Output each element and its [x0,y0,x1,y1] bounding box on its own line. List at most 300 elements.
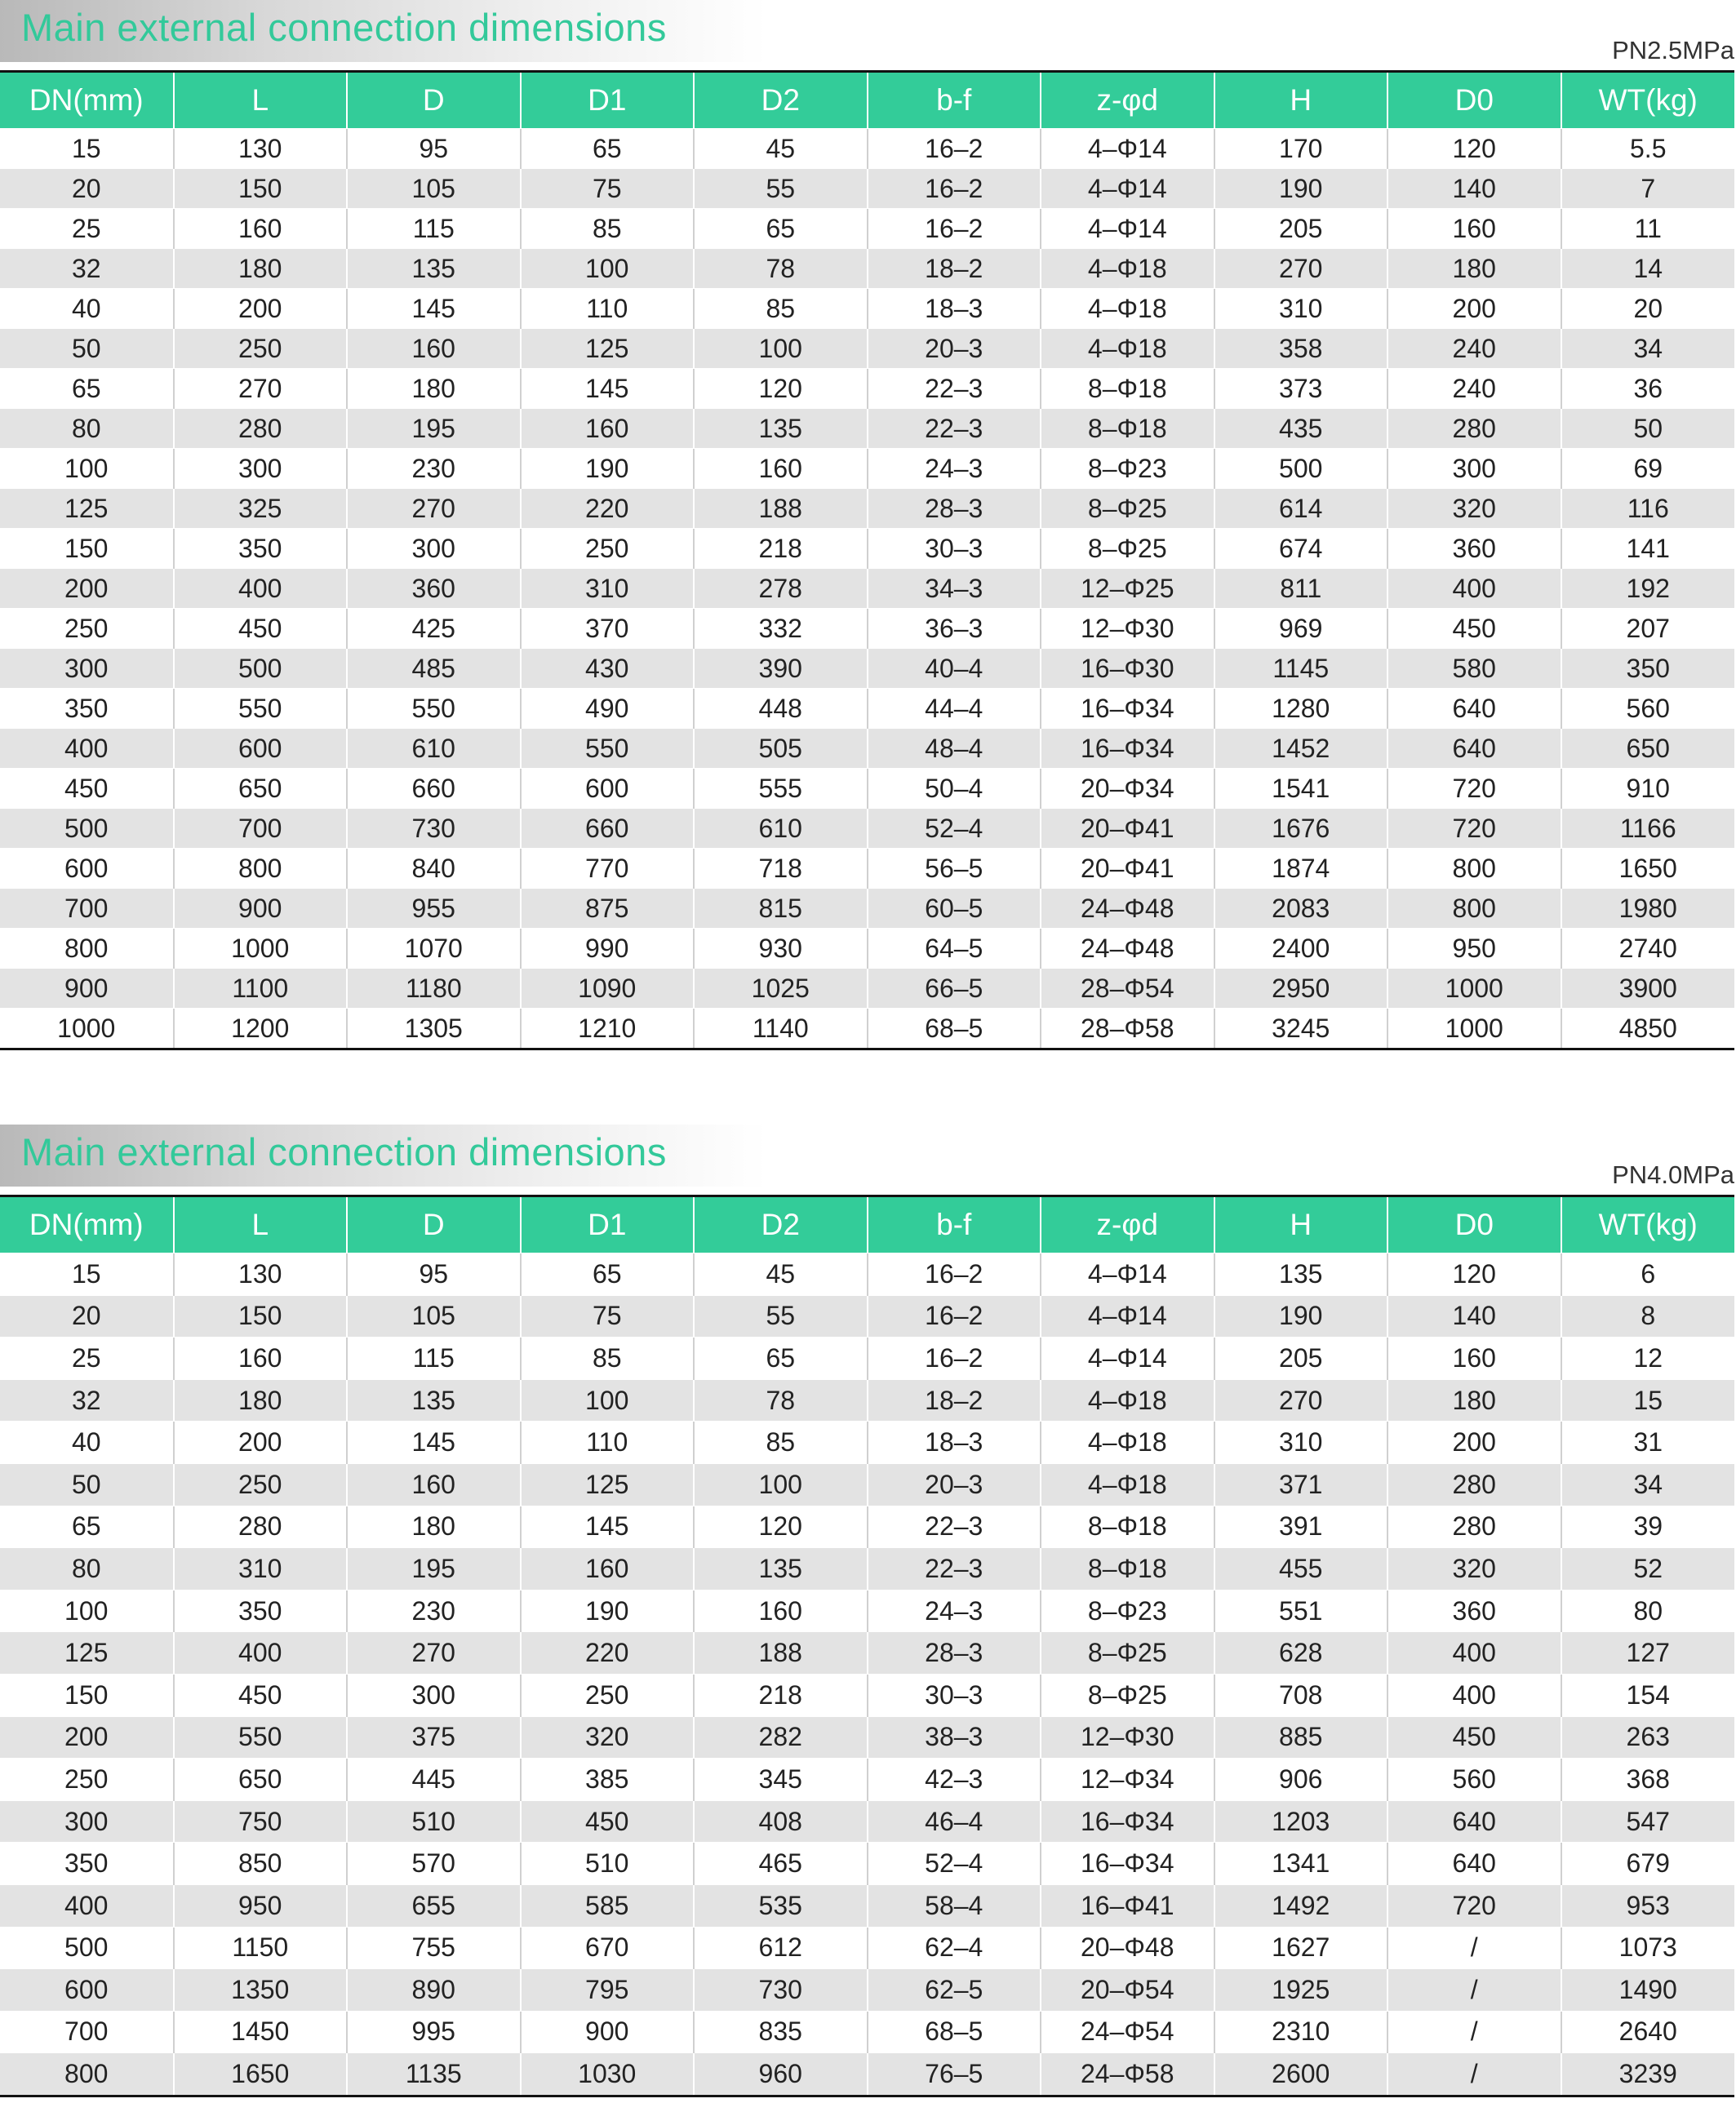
table-cell: 280 [1387,409,1561,449]
table-row [0,929,1734,969]
table-cell: 1280 [1214,689,1388,729]
table-cell: 52 [1561,1548,1735,1591]
table-cell: 78 [694,249,868,289]
table-cell: 140 [1387,169,1561,209]
table-cell: 370 [521,609,695,649]
table-cell: 240 [1387,369,1561,409]
table-cell: 160 [1387,209,1561,249]
table-cell: 448 [694,689,868,729]
table-cell: 815 [694,889,868,929]
table-row [0,1379,1734,1422]
table-cell: 450 [1387,1716,1561,1759]
table-cell: 32 [0,249,174,289]
column-header: D0 [1387,72,1561,129]
table-cell: 535 [694,1884,868,1927]
table-cell: 200 [1387,289,1561,329]
table-cell: 36–3 [868,609,1041,649]
header-row [0,72,1734,129]
table-cell: 160 [1387,1338,1561,1380]
table-cell: 39 [1561,1506,1735,1548]
table-cell: 42–3 [868,1759,1041,1801]
table-row [0,369,1734,409]
table-cell: 24–Φ58 [1041,2053,1214,2096]
table-cell: 910 [1561,769,1735,809]
table-cell: 640 [1387,1800,1561,1843]
table-cell: 770 [521,849,695,889]
table-cell: 640 [1387,1843,1561,1885]
table-cell: 358 [1214,329,1388,369]
table-cell: 4–Φ14 [1041,1295,1214,1338]
table-cell: 205 [1214,1338,1388,1380]
table-cell: 811 [1214,569,1388,609]
column-header: D0 [1387,1196,1561,1253]
table-cell: 8–Φ25 [1041,1674,1214,1716]
table-cell: 4–Φ14 [1041,129,1214,169]
table-cell: 400 [174,1632,348,1675]
table-cell: 385 [521,1759,695,1801]
table-cell: 16–Φ34 [1041,729,1214,769]
table-cell: 350 [1561,649,1735,689]
table-cell: 4–Φ14 [1041,169,1214,209]
table-cell: 218 [694,1674,868,1716]
table-cell: 400 [0,1884,174,1927]
table-cell: 127 [1561,1632,1735,1675]
table-cell: 450 [521,1800,695,1843]
table-cell: 400 [1387,1674,1561,1716]
table-cell: 160 [347,329,521,369]
table-cell: 154 [1561,1674,1735,1716]
column-header: L [174,1196,348,1253]
table-cell: 835 [694,2011,868,2053]
table-cell: 100 [521,1379,695,1422]
table-cell: 16–2 [868,169,1041,209]
table-cell: 12–Φ34 [1041,1759,1214,1801]
table-cell: 600 [0,1969,174,2012]
table-cell: 120 [1387,129,1561,169]
table-cell: 560 [1561,689,1735,729]
table-cell: 18–2 [868,249,1041,289]
table-cell: 8–Φ18 [1041,369,1214,409]
table-cell: 1140 [694,1009,868,1049]
table-cell: 20–Φ48 [1041,1927,1214,1969]
table-row [0,1759,1734,1801]
table-cell: 20 [1561,289,1735,329]
table-cell: 150 [0,1674,174,1716]
table-cell: 3239 [1561,2053,1735,2096]
table-cell: 180 [347,1506,521,1548]
table-cell: 400 [1387,569,1561,609]
table-cell: 52–4 [868,1843,1041,1885]
table-cell: 906 [1214,1759,1388,1801]
table-cell: 800 [0,2053,174,2096]
table-row [0,449,1734,489]
table-cell: 1000 [0,1009,174,1049]
table-cell: 300 [0,1800,174,1843]
section-title: Main external connection dimensions [21,1130,667,1174]
column-header: D2 [694,1196,868,1253]
table-cell: 465 [694,1843,868,1885]
table-cell: 78 [694,1379,868,1422]
table-cell: 551 [1214,1590,1388,1632]
table-cell: 550 [174,1716,348,1759]
table-row [0,809,1734,849]
table-cell: 1627 [1214,1927,1388,1969]
table-cell: 1030 [521,2053,695,2096]
column-header: D [347,1196,521,1253]
table-row [0,209,1734,249]
table-cell: 180 [1387,249,1561,289]
table-cell: 65 [694,209,868,249]
table-cell: 80 [0,409,174,449]
table-row [0,769,1734,809]
table-cell: 280 [1387,1463,1561,1506]
table-cell: 1925 [1214,1969,1388,2012]
table-cell: 960 [694,2053,868,2096]
table-cell: 20–Φ41 [1041,849,1214,889]
table-cell: 560 [1387,1759,1561,1801]
table-cell: 20–3 [868,329,1041,369]
table-cell: 4–Φ18 [1041,1379,1214,1422]
table-row [0,1590,1734,1632]
table-cell: 2083 [1214,889,1388,929]
column-header: D1 [521,72,695,129]
table-cell: 1452 [1214,729,1388,769]
table-cell: 145 [521,369,695,409]
table-row [0,1716,1734,1759]
table-cell: 12 [1561,1338,1735,1380]
table-cell: 20–Φ54 [1041,1969,1214,2012]
table-cell: 18–3 [868,1422,1041,1464]
table-cell: 1135 [347,2053,521,2096]
table-cell: 969 [1214,609,1388,649]
table-cell: 4–Φ18 [1041,289,1214,329]
table-cell: 4–Φ18 [1041,329,1214,369]
table-cell: 270 [347,1632,521,1675]
table-row [0,1295,1734,1338]
table-cell: 220 [521,1632,695,1675]
table-row [0,1253,1734,1296]
table-cell: 12–Φ30 [1041,609,1214,649]
table-cell: 610 [347,729,521,769]
table-cell: 955 [347,889,521,929]
table-cell: 555 [694,769,868,809]
table-cell: 125 [521,1463,695,1506]
table-cell: 708 [1214,1674,1388,1716]
table-cell: 1100 [174,969,348,1009]
table-cell: 310 [1214,289,1388,329]
table-cell: 1166 [1561,809,1735,849]
table-cell: 52–4 [868,809,1041,849]
table-cell: 24–3 [868,449,1041,489]
table-cell: 48–4 [868,729,1041,769]
table-row [0,1506,1734,1548]
table-row [0,609,1734,649]
table-cell: 28–3 [868,1632,1041,1675]
table-cell: 85 [521,1338,695,1380]
table-cell: 1450 [174,2011,348,2053]
table-cell: 20–Φ41 [1041,809,1214,849]
table-cell: 85 [694,289,868,329]
table-cell: 360 [1387,529,1561,569]
table-cell: 30–3 [868,529,1041,569]
table-cell: 65 [521,1253,695,1296]
table-cell: 4850 [1561,1009,1735,1049]
table-cell: 600 [174,729,348,769]
table-cell: 16–2 [868,129,1041,169]
table-cell: 30–3 [868,1674,1041,1716]
table-cell: 135 [694,1548,868,1591]
table-cell: 85 [521,209,695,249]
table-cell: 62–4 [868,1927,1041,1969]
table-row [0,1338,1734,1380]
table-cell: 80 [1561,1590,1735,1632]
table-cell: 373 [1214,369,1388,409]
table-row [0,2011,1734,2053]
table-cell: 550 [521,729,695,769]
table-cell: 195 [347,1548,521,1591]
table-cell: 660 [347,769,521,809]
table-cell: 1492 [1214,1884,1388,1927]
table-cell: 125 [0,489,174,529]
table-cell: 141 [1561,529,1735,569]
table-cell: 80 [0,1548,174,1591]
table-row [0,2053,1734,2096]
section-title-bar [0,0,767,62]
table-cell: 190 [1214,1295,1388,1338]
table-cell: 1150 [174,1927,348,1969]
table-cell: 100 [694,1463,868,1506]
table-cell: 350 [174,529,348,569]
table-cell: 1650 [174,2053,348,2096]
table-cell: 25 [0,1338,174,1380]
column-header: D1 [521,1196,695,1253]
column-header: DN(mm) [0,72,174,129]
table-cell: 22–3 [868,1548,1041,1591]
table-cell: 3245 [1214,1009,1388,1049]
table-cell: 16–Φ34 [1041,1843,1214,1885]
table-row [0,329,1734,369]
column-header: z-φd [1041,1196,1214,1253]
column-header: WT(kg) [1561,72,1735,129]
table-cell: 371 [1214,1463,1388,1506]
table-cell: 58–4 [868,1884,1041,1927]
table-cell: 345 [694,1759,868,1801]
table-cell: 100 [0,1590,174,1632]
table-cell: 310 [521,569,695,609]
table-cell: 150 [174,1295,348,1338]
table-cell: 320 [1387,489,1561,529]
table-cell: 120 [1387,1253,1561,1296]
table-cell: 95 [347,1253,521,1296]
table-cell: 120 [694,369,868,409]
table-cell: 188 [694,1632,868,1675]
table-cell: 270 [1214,249,1388,289]
table-row [0,849,1734,889]
table-cell: 375 [347,1716,521,1759]
table-cell: 135 [694,409,868,449]
table-cell: 900 [521,2011,695,2053]
table-cell: 650 [174,1759,348,1801]
table-cell: 8–Φ18 [1041,1548,1214,1591]
table-cell: 18–2 [868,1379,1041,1422]
table-row [0,1422,1734,1464]
table-row [0,1632,1734,1675]
table-cell: 16–Φ30 [1041,649,1214,689]
table-cell: 55 [694,1295,868,1338]
table-cell: 953 [1561,1884,1735,1927]
header-row [0,1196,1734,1253]
table-row [0,649,1734,689]
table-cell: 28–3 [868,489,1041,529]
table-cell: 360 [347,569,521,609]
table-row [0,569,1734,609]
dimensions-table [0,70,1734,1050]
table-cell: 391 [1214,1506,1388,1548]
table-cell: 15 [1561,1379,1735,1422]
table-cell: 425 [347,609,521,649]
table-cell: 200 [174,289,348,329]
table-cell: 207 [1561,609,1735,649]
table-cell: 310 [174,1548,348,1591]
table-cell: 900 [174,889,348,929]
table-cell: 505 [694,729,868,769]
table-cell: 320 [521,1716,695,1759]
table-cell: 400 [174,569,348,609]
table-cell: 8–Φ23 [1041,1590,1214,1632]
dimensions-table [0,1195,1734,2097]
table-cell: 34 [1561,1463,1735,1506]
table-cell: / [1387,1927,1561,1969]
table-row [0,289,1734,329]
table-cell: 720 [1387,1884,1561,1927]
table-cell: 8–Φ25 [1041,489,1214,529]
table-cell: 500 [1214,449,1388,489]
table-cell: 60–5 [868,889,1041,929]
table-cell: 500 [0,1927,174,1969]
table-cell: 205 [1214,209,1388,249]
column-header: DN(mm) [0,1196,174,1253]
table-cell: 100 [521,249,695,289]
table-cell: 180 [174,249,348,289]
table-cell: 190 [521,449,695,489]
table-cell: 1305 [347,1009,521,1049]
table-row [0,1969,1734,2012]
table-cell: 718 [694,849,868,889]
table-cell: 628 [1214,1632,1388,1675]
table-cell: 8–Φ18 [1041,409,1214,449]
table-cell: 730 [347,809,521,849]
table-cell: 700 [0,889,174,929]
table-cell: 110 [521,1422,695,1464]
table-cell: 220 [521,489,695,529]
table-cell: 28–Φ58 [1041,1009,1214,1049]
table-cell: 200 [1387,1422,1561,1464]
table-cell: 16–2 [868,209,1041,249]
table-cell: 1145 [1214,649,1388,689]
table-cell: 160 [174,1338,348,1380]
table-cell: 800 [1387,889,1561,929]
table-cell: 20–3 [868,1463,1041,1506]
table-cell: 34 [1561,329,1735,369]
table-cell: 1341 [1214,1843,1388,1885]
table-cell: 188 [694,489,868,529]
table-cell: 4–Φ18 [1041,1463,1214,1506]
table-cell: 192 [1561,569,1735,609]
table-cell: 1200 [174,1009,348,1049]
table-cell: 1490 [1561,1969,1735,2012]
table-cell: 310 [1214,1422,1388,1464]
table-row [0,969,1734,1009]
table-row [0,1463,1734,1506]
table-cell: 24–3 [868,1590,1041,1632]
table-cell: 4–Φ18 [1041,249,1214,289]
table-cell: 12–Φ30 [1041,1716,1214,1759]
table-cell: 1070 [347,929,521,969]
table-cell: 130 [174,129,348,169]
section-title: Main external connection dimensions [21,6,667,49]
table-cell: 300 [0,649,174,689]
table-cell: 180 [347,369,521,409]
table-cell: 1874 [1214,849,1388,889]
table-row [0,489,1734,529]
table-cell: 990 [521,929,695,969]
table-cell: 160 [694,1590,868,1632]
table-row [0,169,1734,209]
table-cell: 250 [0,1759,174,1801]
table-cell: 135 [347,1379,521,1422]
table-cell: 840 [347,849,521,889]
table-cell: 24–Φ54 [1041,2011,1214,2053]
table-row [0,1548,1734,1591]
table-cell: 612 [694,1927,868,1969]
table-cell: 190 [1214,169,1388,209]
table-cell: 320 [1387,1548,1561,1591]
table-cell: 1025 [694,969,868,1009]
table-cell: 445 [347,1759,521,1801]
table-cell: 105 [347,1295,521,1338]
table-cell: 1980 [1561,889,1735,929]
table-cell: 230 [347,1590,521,1632]
table-cell: 8–Φ23 [1041,449,1214,489]
table-row [0,1843,1734,1885]
table-cell: 160 [347,1463,521,1506]
table-cell: 550 [347,689,521,729]
table-cell: 600 [0,849,174,889]
table-cell: 28–Φ54 [1041,969,1214,1009]
table-cell: 200 [0,569,174,609]
table-cell: 800 [1387,849,1561,889]
table-cell: 68–5 [868,2011,1041,2053]
table-cell: 490 [521,689,695,729]
table-cell: 250 [174,1463,348,1506]
table-cell: 282 [694,1716,868,1759]
table-cell: 350 [0,1843,174,1885]
table-row [0,1009,1734,1049]
table-cell: 900 [0,969,174,1009]
table-cell: / [1387,1969,1561,2012]
table-cell: 125 [521,329,695,369]
table-cell: 850 [174,1843,348,1885]
table-cell: 2740 [1561,929,1735,969]
table-cell: 195 [347,409,521,449]
table-cell: 11 [1561,209,1735,249]
table-cell: 332 [694,609,868,649]
table-cell: 22–3 [868,369,1041,409]
table-cell: 875 [521,889,695,929]
table-row [0,249,1734,289]
table-cell: 16–Φ34 [1041,1800,1214,1843]
table-cell: 125 [0,1632,174,1675]
